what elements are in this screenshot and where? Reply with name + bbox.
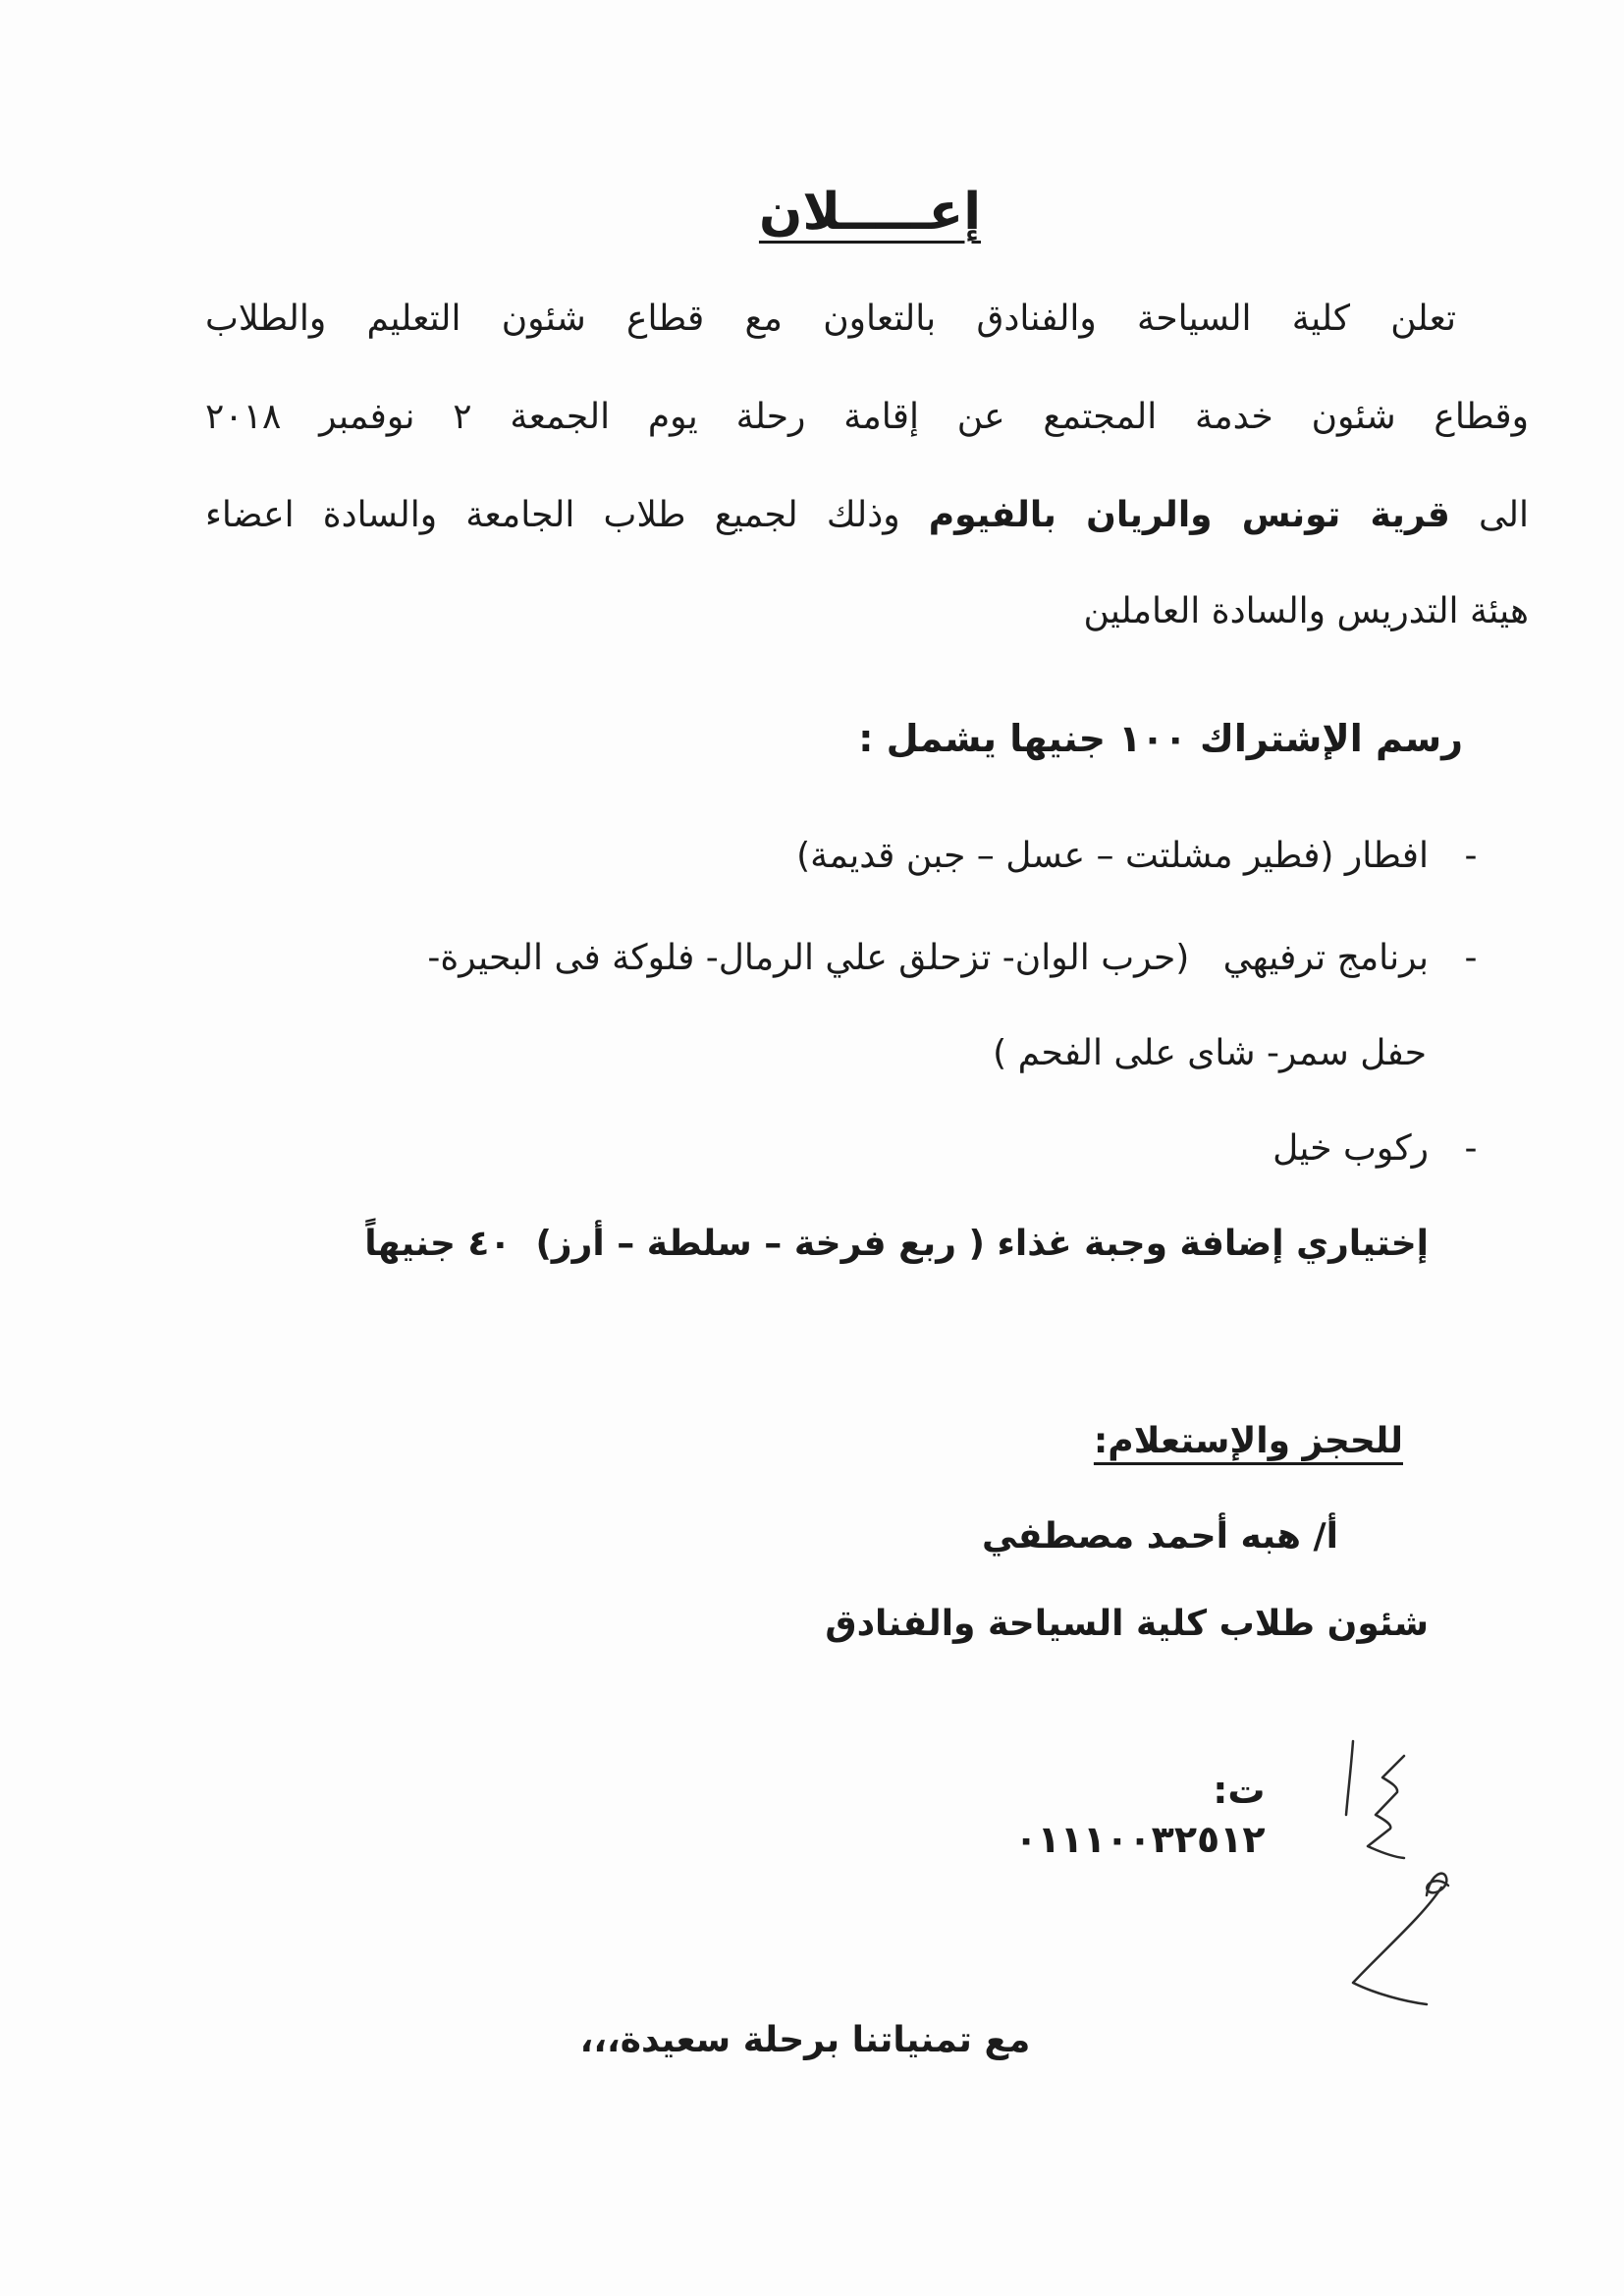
closing-wishes: مع تمنياتنا برحلة سعيدة،،،	[579, 2020, 1031, 2060]
signature-stroke	[1353, 1887, 1441, 2004]
list-bullet: -	[1464, 836, 1478, 876]
contact-name: أ/ هبه أحمد مصطفي	[982, 1516, 1338, 1557]
contact-heading: للحجز والإستعلام:	[1093, 1421, 1403, 1461]
list-item-entertainment-continued: حفل سمر- شاى على الفحم )	[993, 1033, 1427, 1073]
list-item-horse-riding: ركوب خيل	[1272, 1128, 1429, 1169]
intro-line-3-end: وذلك لجميع طلاب الجامعة والسادة اعضاء	[205, 495, 900, 535]
trip-destination: قرية تونس والريان بالفيوم	[928, 495, 1450, 535]
phone-label: ت:	[1213, 1769, 1266, 1812]
signature-stroke	[1368, 1756, 1404, 1858]
fee-heading: رسم الإشتراك ١٠٠ جنيها يشمل :	[858, 717, 1463, 760]
intro-line-1: تعلن كلية السياحة والفنادق بالتعاون مع قطاع شئون التعليم والطلاب	[205, 299, 1456, 339]
list-bullet: -	[1464, 1128, 1478, 1169]
intro-line-3	[205, 491, 1529, 540]
optional-meal: إختياري إضافة وجبة غذاء ( ربع فرخة – سلطة – أرز) ٤٠ جنيهاً	[364, 1224, 1429, 1264]
announcement-title: إعـــــلان	[758, 183, 982, 242]
list-bullet: -	[1464, 938, 1478, 978]
intro-line-4: هيئة التدريس والسادة العاملين	[1083, 591, 1529, 631]
list-item-breakfast: افطار (فطير مشلتت – عسل – جبن قديمة)	[796, 836, 1429, 876]
contact-department: شئون طلاب كلية السياحة والفنادق	[825, 1604, 1429, 1644]
contact-phone-line	[1014, 1717, 1343, 1861]
phone-number: ٠١١١٠٠٣٢٥١٢	[1014, 1818, 1266, 1861]
handwritten-signature	[1316, 1728, 1473, 2023]
signature-stroke	[1346, 1741, 1353, 1815]
intro-line-3-start: الى	[1478, 495, 1529, 535]
list-item-entertainment: برنامج ترفيهي (حرب الوان- تزحلق علي الرمال- فلوكة فى البحيرة-	[427, 938, 1429, 978]
intro-line-2: وقطاع شئون خدمة المجتمع عن إقامة رحلة يوم الجمعة ٢ نوفمبر ٢٠١٨	[205, 397, 1529, 437]
